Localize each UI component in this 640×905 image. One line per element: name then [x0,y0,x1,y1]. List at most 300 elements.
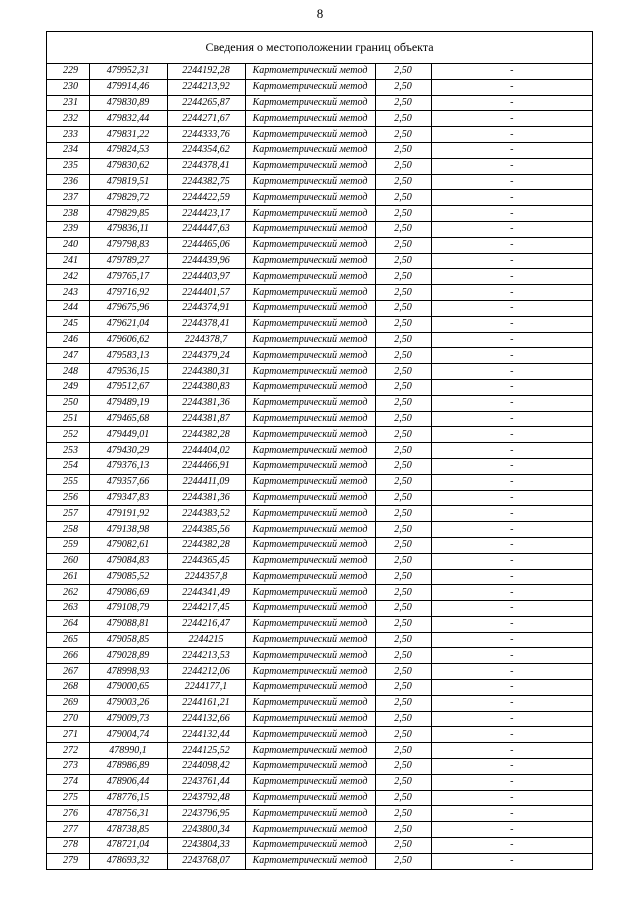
accuracy-cell: 2,50 [375,111,431,127]
point-number-cell: 244 [47,300,89,316]
x-coordinate-cell: 479831,22 [89,127,167,143]
table-row [47,332,592,348]
point-number-cell: 251 [47,411,89,427]
accuracy-cell: 2,50 [375,458,431,474]
y-coordinate-cell: 2244381,36 [167,490,245,506]
y-coordinate-cell: 2244383,52 [167,506,245,522]
method-cell: Картометрический метод [245,838,375,854]
table-row [47,822,592,838]
table-row [47,680,592,696]
method-cell: Картометрический метод [245,790,375,806]
accuracy-cell: 2,50 [375,221,431,237]
accuracy-cell: 2,50 [375,142,431,158]
accuracy-cell: 2,50 [375,632,431,648]
accuracy-cell: 2,50 [375,427,431,443]
y-coordinate-cell: 2243761,44 [167,774,245,790]
table-row [47,411,592,427]
y-coordinate-cell: 2244354,62 [167,142,245,158]
point-number-cell: 252 [47,427,89,443]
point-number-cell: 248 [47,364,89,380]
y-coordinate-cell: 2244385,56 [167,522,245,538]
x-coordinate-cell: 479086,69 [89,585,167,601]
x-coordinate-cell: 478906,44 [89,774,167,790]
table-row [47,474,592,490]
y-coordinate-cell: 2243804,33 [167,838,245,854]
description-cell: - [431,790,592,806]
table-row [47,490,592,506]
accuracy-cell: 2,50 [375,253,431,269]
description-cell: - [431,95,592,111]
description-cell: - [431,743,592,759]
table-row [47,838,592,854]
x-coordinate-cell: 479832,44 [89,111,167,127]
description-cell: - [431,379,592,395]
x-coordinate-cell: 479084,83 [89,553,167,569]
description-cell: - [431,522,592,538]
accuracy-cell: 2,50 [375,206,431,222]
y-coordinate-cell: 2244379,24 [167,348,245,364]
description-cell: - [431,490,592,506]
x-coordinate-cell: 479829,72 [89,190,167,206]
description-cell: - [431,300,592,316]
table-row [47,348,592,364]
table-row [47,853,592,868]
y-coordinate-cell: 2244216,47 [167,616,245,632]
method-cell: Картометрический метод [245,221,375,237]
description-cell: - [431,64,592,79]
point-number-cell: 234 [47,142,89,158]
accuracy-cell: 2,50 [375,569,431,585]
table-row [47,569,592,585]
description-cell: - [431,285,592,301]
y-coordinate-cell: 2244401,57 [167,285,245,301]
x-coordinate-cell: 479376,13 [89,458,167,474]
method-cell: Картометрический метод [245,427,375,443]
x-coordinate-cell: 479606,62 [89,332,167,348]
description-cell: - [431,190,592,206]
description-cell: - [431,632,592,648]
method-cell: Картометрический метод [245,237,375,253]
y-coordinate-cell: 2244378,41 [167,158,245,174]
y-coordinate-cell: 2243796,95 [167,806,245,822]
accuracy-cell: 2,50 [375,695,431,711]
accuracy-cell: 2,50 [375,95,431,111]
y-coordinate-cell: 2244333,76 [167,127,245,143]
x-coordinate-cell: 479512,67 [89,379,167,395]
accuracy-cell: 2,50 [375,490,431,506]
y-coordinate-cell: 2244404,02 [167,443,245,459]
accuracy-cell: 2,50 [375,680,431,696]
table-row [47,443,592,459]
x-coordinate-cell: 479914,46 [89,79,167,95]
point-number-cell: 235 [47,158,89,174]
accuracy-cell: 2,50 [375,395,431,411]
table-row [47,316,592,332]
description-cell: - [431,79,592,95]
accuracy-cell: 2,50 [375,190,431,206]
x-coordinate-cell: 479430,29 [89,443,167,459]
accuracy-cell: 2,50 [375,316,431,332]
accuracy-cell: 2,50 [375,79,431,95]
method-cell: Картометрический метод [245,332,375,348]
y-coordinate-cell: 2244341,49 [167,585,245,601]
method-cell: Картометрический метод [245,111,375,127]
y-coordinate-cell: 2244411,09 [167,474,245,490]
table-row [47,695,592,711]
table-row [47,111,592,127]
y-coordinate-cell: 2244265,87 [167,95,245,111]
method-cell: Картометрический метод [245,759,375,775]
description-cell: - [431,664,592,680]
point-number-cell: 242 [47,269,89,285]
table-row [47,300,592,316]
table-row [47,64,592,79]
y-coordinate-cell: 2244161,21 [167,695,245,711]
accuracy-cell: 2,50 [375,269,431,285]
table-row [47,632,592,648]
method-cell: Картометрический метод [245,680,375,696]
table-row [47,206,592,222]
table-row [47,285,592,301]
x-coordinate-cell: 478756,31 [89,806,167,822]
accuracy-cell: 2,50 [375,364,431,380]
y-coordinate-cell: 2244465,06 [167,237,245,253]
description-cell: - [431,648,592,664]
accuracy-cell: 2,50 [375,332,431,348]
method-cell: Картометрический метод [245,285,375,301]
accuracy-cell: 2,50 [375,537,431,553]
method-cell: Картометрический метод [245,727,375,743]
description-cell: - [510,855,514,867]
y-coordinate-cell: 2244382,75 [167,174,245,190]
description-cell: - [431,727,592,743]
y-coordinate-cell: 2244365,45 [167,553,245,569]
description-cell: - [431,806,592,822]
table-row [47,237,592,253]
y-coordinate-cell: 2244439,96 [167,253,245,269]
x-coordinate-cell: 478693,32 [89,853,167,868]
x-coordinate-cell: 479489,19 [89,395,167,411]
x-coordinate-cell: 478776,15 [89,790,167,806]
table-row [47,221,592,237]
y-coordinate-cell: 2244403,97 [167,269,245,285]
point-number-cell: 247 [47,348,89,364]
description-cell: - [431,616,592,632]
table-row [47,190,592,206]
accuracy-cell: 2,50 [375,443,431,459]
coordinates-table-frame [46,31,593,870]
table-row [47,790,592,806]
description-cell: - [431,269,592,285]
table-row [47,142,592,158]
method-cell: Картометрический метод [245,364,375,380]
table-row [47,585,592,601]
method-cell: Картометрический метод [245,79,375,95]
x-coordinate-cell: 479952,31 [89,64,167,79]
method-cell: Картометрический метод [245,616,375,632]
method-cell: Картометрический метод [245,269,375,285]
description-cell: - [431,237,592,253]
table-row [47,79,592,95]
point-number-cell: 277 [47,822,89,838]
accuracy-cell: 2,50 [375,774,431,790]
description-cell: - [431,111,592,127]
accuracy-cell: 2,50 [375,553,431,569]
point-number-cell: 233 [47,127,89,143]
point-number-cell: 262 [47,585,89,601]
y-coordinate-cell: 2244466,91 [167,458,245,474]
description-cell: - [431,759,592,775]
description-cell: - [431,553,592,569]
table-row [47,427,592,443]
point-number-cell: 236 [47,174,89,190]
description-cell: - [431,316,592,332]
table-row [47,269,592,285]
x-coordinate-cell: 479347,83 [89,490,167,506]
table-row [47,506,592,522]
y-coordinate-cell: 2243792,48 [167,790,245,806]
x-coordinate-cell: 479088,81 [89,616,167,632]
method-cell: Картометрический метод [245,395,375,411]
description-cell: - [431,364,592,380]
description-cell: - [431,142,592,158]
x-coordinate-cell: 479108,79 [89,601,167,617]
point-number-cell: 238 [47,206,89,222]
point-number-cell: 231 [47,95,89,111]
method-cell: Картометрический метод [245,158,375,174]
table-row [47,158,592,174]
x-coordinate-cell: 479003,26 [89,695,167,711]
method-cell: Картометрический метод [245,190,375,206]
method-cell: Картометрический метод [245,379,375,395]
point-number-cell: 265 [47,632,89,648]
description-cell: - [431,332,592,348]
x-coordinate-cell: 479028,89 [89,648,167,664]
accuracy-cell: 2,50 [375,616,431,632]
x-coordinate-cell: 478721,04 [89,838,167,854]
x-coordinate-cell: 479716,92 [89,285,167,301]
accuracy-cell: 2,50 [375,711,431,727]
coordinates-table-body [47,64,592,869]
point-number-cell: 229 [47,64,89,79]
description-cell: - [431,474,592,490]
x-coordinate-cell: 479000,65 [89,680,167,696]
point-number-cell: 258 [47,522,89,538]
accuracy-cell: 2,50 [375,790,431,806]
method-cell: Картометрический метод [245,853,375,868]
table-row [47,522,592,538]
table-row [47,537,592,553]
method-cell: Картометрический метод [245,743,375,759]
point-number-cell: 232 [47,111,89,127]
table-row [47,616,592,632]
accuracy-cell: 2,50 [375,648,431,664]
point-number-cell: 264 [47,616,89,632]
x-coordinate-cell: 479789,27 [89,253,167,269]
description-cell: - [431,569,592,585]
point-number-cell: 257 [47,506,89,522]
method-cell: Картометрический метод [245,127,375,143]
method-cell: Картометрический метод [245,774,375,790]
description-cell: - [431,174,592,190]
method-cell: Картометрический метод [245,411,375,427]
x-coordinate-cell: 479082,61 [89,537,167,553]
accuracy-cell: 2,50 [375,806,431,822]
y-coordinate-cell: 2244374,91 [167,300,245,316]
description-cell: - [431,221,592,237]
description-cell: - [431,253,592,269]
x-coordinate-cell: 478998,93 [89,664,167,680]
accuracy-cell: 2,50 [375,743,431,759]
y-coordinate-cell: 2244357,8 [167,569,245,585]
y-coordinate-cell: 2243768,07 [167,853,245,868]
y-coordinate-cell: 2244132,66 [167,711,245,727]
method-cell: Картометрический метод [245,253,375,269]
table-row [47,553,592,569]
point-number-cell: 255 [47,474,89,490]
table-row [47,253,592,269]
description-cell: - [431,158,592,174]
description-cell: - [431,585,592,601]
y-coordinate-cell: 2244212,06 [167,664,245,680]
x-coordinate-cell: 479058,85 [89,632,167,648]
y-coordinate-cell: 2244382,28 [167,427,245,443]
method-cell: Картометрический метод [245,316,375,332]
point-number-cell: 259 [47,537,89,553]
method-cell: Картометрический метод [245,458,375,474]
point-number-cell: 245 [47,316,89,332]
description-cell: - [431,822,592,838]
x-coordinate-cell: 479765,17 [89,269,167,285]
x-coordinate-cell: 479621,04 [89,316,167,332]
table-row [47,174,592,190]
table-row [47,759,592,775]
accuracy-cell: 2,50 [375,64,431,79]
accuracy-cell: 2,50 [375,158,431,174]
method-cell: Картометрический метод [245,474,375,490]
point-number-cell: 275 [47,790,89,806]
y-coordinate-cell: 2244192,28 [167,64,245,79]
x-coordinate-cell: 479819,51 [89,174,167,190]
point-number-cell: 237 [47,190,89,206]
point-number-cell: 250 [47,395,89,411]
method-cell: Картометрический метод [245,443,375,459]
method-cell: Картометрический метод [245,711,375,727]
method-cell: Картометрический метод [245,64,375,79]
table-row [47,727,592,743]
y-coordinate-cell: 2244271,67 [167,111,245,127]
accuracy-cell: 2,50 [375,664,431,680]
x-coordinate-cell: 479583,13 [89,348,167,364]
method-cell: Картометрический метод [245,664,375,680]
accuracy-cell: 2,50 [375,348,431,364]
method-cell: Картометрический метод [245,506,375,522]
table-row [47,379,592,395]
point-number-cell: 273 [47,759,89,775]
method-cell: Картометрический метод [245,695,375,711]
y-coordinate-cell: 2244098,42 [167,759,245,775]
description-cell: - [431,695,592,711]
x-coordinate-cell: 479004,74 [89,727,167,743]
x-coordinate-cell: 479009,73 [89,711,167,727]
y-coordinate-cell: 2244125,52 [167,743,245,759]
description-cell: - [431,601,592,617]
x-coordinate-cell: 479675,96 [89,300,167,316]
x-coordinate-cell: 479191,92 [89,506,167,522]
point-number-cell: 239 [47,221,89,237]
method-cell: Картометрический метод [245,553,375,569]
y-coordinate-cell: 2244423,17 [167,206,245,222]
x-coordinate-cell: 479465,68 [89,411,167,427]
point-number-cell: 253 [47,443,89,459]
method-cell: Картометрический метод [245,648,375,664]
point-number-cell: 260 [47,553,89,569]
point-number-cell: 276 [47,806,89,822]
point-number-cell: 279 [47,853,89,868]
accuracy-cell: 2,50 [375,411,431,427]
description-cell: - [431,411,592,427]
y-coordinate-cell: 2244215 [167,632,245,648]
x-coordinate-cell: 478990,1 [89,743,167,759]
method-cell: Картометрический метод [245,300,375,316]
point-number-cell: 240 [47,237,89,253]
y-coordinate-cell: 2244213,92 [167,79,245,95]
x-coordinate-cell: 479830,62 [89,158,167,174]
y-coordinate-cell: 2244380,31 [167,364,245,380]
table-row [47,711,592,727]
method-cell: Картометрический метод [245,142,375,158]
x-coordinate-cell: 479836,11 [89,221,167,237]
x-coordinate-cell: 479138,98 [89,522,167,538]
y-coordinate-cell: 2243800,34 [167,822,245,838]
point-number-cell: 243 [47,285,89,301]
accuracy-cell: 2,50 [375,379,431,395]
section-title: Сведения о местоположении границ объекта [47,32,592,64]
description-cell: - [431,206,592,222]
description-cell: - [431,774,592,790]
method-cell: Картометрический метод [245,174,375,190]
description-cell: - [431,711,592,727]
point-number-cell: 271 [47,727,89,743]
accuracy-cell: 2,50 [375,585,431,601]
y-coordinate-cell: 2244381,87 [167,411,245,427]
x-coordinate-cell: 479536,15 [89,364,167,380]
y-coordinate-cell: 2244132,44 [167,727,245,743]
page-number: 8 [316,6,324,21]
description-cell: - [431,443,592,459]
y-coordinate-cell: 2244447,63 [167,221,245,237]
description-cell: - [431,458,592,474]
table-row [47,743,592,759]
point-number-cell: 269 [47,695,89,711]
y-coordinate-cell: 2244382,28 [167,537,245,553]
description-cell: - [431,427,592,443]
point-number-cell: 256 [47,490,89,506]
x-coordinate-cell: 479798,83 [89,237,167,253]
accuracy-cell: 2,50 [375,300,431,316]
description-cell: - [431,537,592,553]
method-cell: Картометрический метод [245,206,375,222]
point-number-cell: 267 [47,664,89,680]
accuracy-cell: 2,50 [375,838,431,854]
accuracy-cell: 2,50 [375,506,431,522]
point-number-cell: 272 [47,743,89,759]
accuracy-cell: 2,50 [375,127,431,143]
method-cell: Картометрический метод [245,822,375,838]
x-coordinate-cell: 478986,89 [89,759,167,775]
y-coordinate-cell: 2244177,1 [167,680,245,696]
method-cell: Картометрический метод [245,632,375,648]
